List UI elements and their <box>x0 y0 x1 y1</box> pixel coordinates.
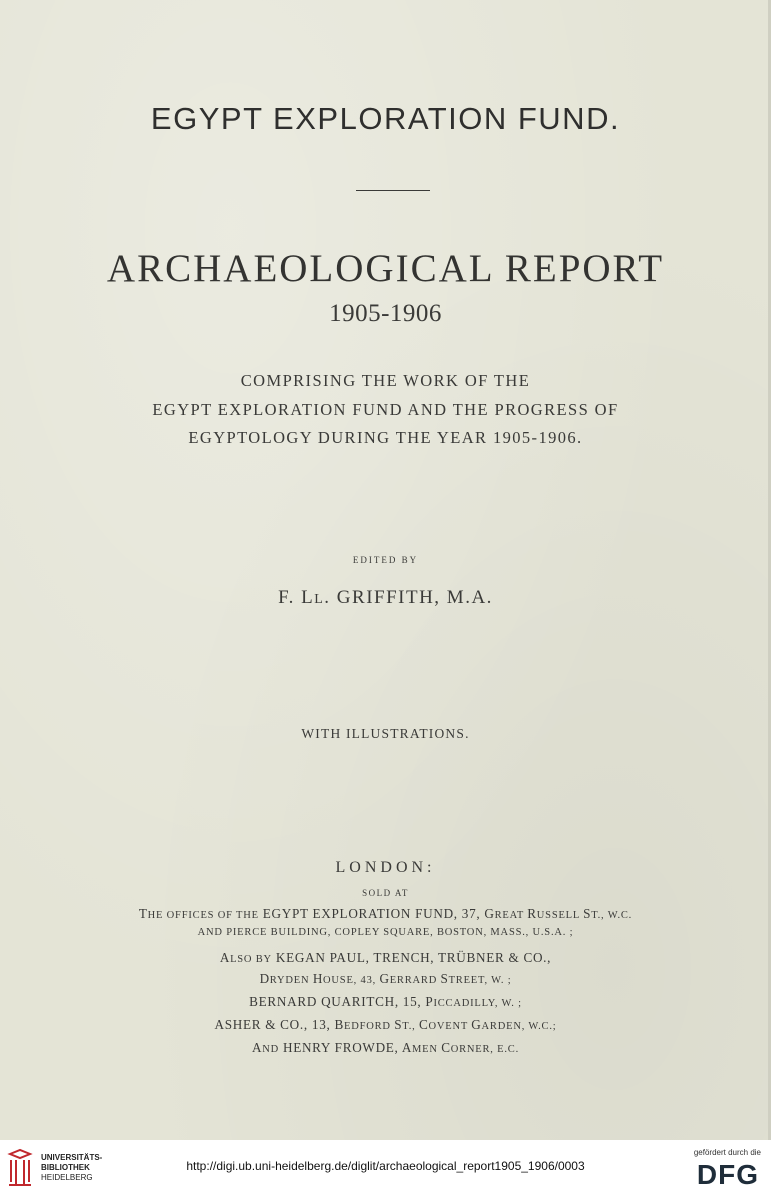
imprint-line-3 <box>0 950 771 966</box>
t6d: S <box>394 1017 403 1032</box>
t7c: HENRY FROWDE, <box>278 1040 402 1055</box>
t6h: G <box>471 1017 482 1032</box>
t4d: OUSE, 43, <box>323 975 380 986</box>
dfg-logo[interactable]: DFG <box>696 1159 759 1190</box>
imprint-line-6 <box>0 1017 771 1033</box>
imprint-line-5 <box>0 994 771 1010</box>
sold-at-label: SOLD AT <box>362 888 409 898</box>
t6f: C <box>418 1017 429 1032</box>
illustrations-note: WITH ILLUSTRATIONS. <box>301 726 470 741</box>
t1d: G <box>484 906 495 921</box>
editor-prefix: F. L <box>278 587 315 608</box>
t1a: T <box>138 906 148 921</box>
t4e: G <box>379 971 390 986</box>
funding-note: gefördert durch die <box>693 1148 761 1157</box>
library-line-1: UNIVERSITÄTS- <box>41 1153 103 1162</box>
t7e: MEN <box>412 1044 442 1055</box>
imprint-city: LONDON: <box>335 859 436 876</box>
edited-by-label: EDITED BY <box>352 555 419 565</box>
t7b: ND <box>262 1044 279 1055</box>
imprint-line-7 <box>0 1040 771 1056</box>
t6c: EDFORD <box>343 1021 395 1032</box>
description-line-1: COMPRISING THE WORK OF THE <box>240 371 531 390</box>
editor-name <box>0 587 771 609</box>
t1i: T., W.C. <box>591 910 633 921</box>
t4h: TREET, W. ; <box>448 975 512 986</box>
library-line-2: BIBLIOTHEK <box>41 1163 90 1172</box>
t6e: T., <box>402 1021 419 1032</box>
t4f: ERRARD <box>389 975 441 986</box>
t6a: ASHER & CO., 13, <box>214 1017 335 1032</box>
organization-heading: EGYPT EXPLORATION FUND. <box>150 101 621 136</box>
t1h: S <box>583 906 592 921</box>
t5a: BERNARD QUARITCH, 15, <box>249 994 426 1009</box>
imprint-line-2: AND PIERCE BUILDING, COPLEY SQUARE, BOSTON, MASS., U.S.A. ; <box>197 927 574 938</box>
editor-rest: . GRIFFITH, M.A. <box>324 587 493 608</box>
t6g: OVENT <box>428 1021 472 1032</box>
t6b: B <box>334 1017 344 1032</box>
description-line-2: EGYPT EXPLORATION FUND AND THE PROGRESS OF <box>152 400 619 419</box>
report-years: 1905-1906 <box>329 300 442 327</box>
t3b: LSO BY <box>230 954 272 965</box>
title-divider <box>356 190 430 191</box>
t1b: HE OFFICES OF THE <box>147 910 259 921</box>
t7f: C <box>441 1040 451 1055</box>
viewer-footer <box>0 1140 771 1197</box>
t1f: R <box>527 906 537 921</box>
t4g: S <box>440 971 449 986</box>
imprint-line-1 <box>0 906 771 922</box>
editor-smallcap: L <box>314 592 325 607</box>
t4a: D <box>259 971 270 986</box>
t5b: P <box>425 994 434 1009</box>
imprint-line-4 <box>0 971 771 987</box>
permalink-url[interactable]: http://digi.ub.uni-heidelberg.de/diglit/archaeological_report1905_1906/0003 <box>186 1159 585 1173</box>
library-line-3: HEIDELBERG <box>41 1173 93 1182</box>
t4b: RYDEN <box>269 975 313 986</box>
t3a: A <box>219 950 231 965</box>
t1e: REAT <box>494 910 528 921</box>
t5c: ICCADILLY, W. ; <box>433 998 522 1009</box>
t7g: ORNER, E.C. <box>450 1044 520 1055</box>
t7a: A <box>251 1040 263 1055</box>
report-title: ARCHAEOLOGICAL REPORT <box>106 247 665 290</box>
description-line-3: EGYPTOLOGY DURING THE YEAR 1905-1906. <box>188 428 583 447</box>
t1c: EGYPT EXPLORATION FUND, 37, <box>258 906 485 921</box>
t7d: A <box>401 1040 413 1055</box>
t6i: ARDEN, W.C.; <box>481 1021 557 1032</box>
t3c: KEGAN PAUL, TRENCH, TRÜBNER & CO., <box>271 950 552 965</box>
t4c: H <box>312 971 324 986</box>
t1g: USSELL <box>536 910 584 921</box>
